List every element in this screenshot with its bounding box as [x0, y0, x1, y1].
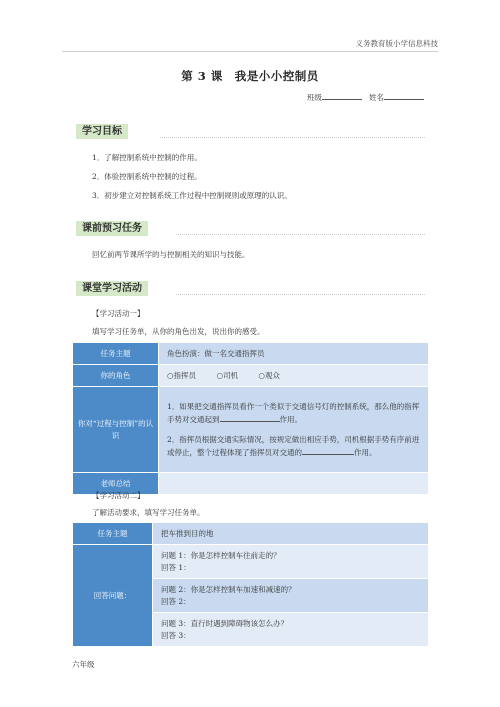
table-row	[73, 387, 429, 473]
goal-item: 2．体验控制系统中控制的过程。	[92, 172, 202, 181]
answer-2: 回答 2：	[161, 596, 191, 606]
role-label: 你的角色	[73, 365, 159, 387]
topic-value: 角色扮演：做一名交通指挥员	[159, 343, 429, 365]
name-label: 姓名	[369, 93, 384, 102]
publisher-header: 义务教育版小学信息科技	[355, 39, 438, 48]
question-1: 问题 1：你是怎样控制车往前走的？	[161, 550, 281, 560]
activity2-table	[72, 522, 429, 647]
activity1-table	[72, 342, 429, 495]
point2-tail: 作用。	[354, 448, 377, 457]
goal-item: 1．了解控制系统中控制的作用。	[92, 153, 202, 162]
section-divider	[176, 294, 425, 295]
table-row	[73, 365, 429, 387]
understanding-point-2	[167, 433, 420, 459]
section-divider	[160, 137, 425, 138]
qa-cell[interactable]	[153, 545, 429, 579]
section-heading-goals: 学习目标	[76, 124, 128, 139]
activity2-intro: 了解活动要求，填写学习任务单。	[92, 508, 205, 517]
teacher-summary-cell[interactable]	[159, 473, 429, 495]
understanding-label: 你对“过程与控制”的认识	[73, 387, 159, 473]
point1-tail: 作用。	[279, 415, 302, 424]
role-option-commander[interactable]: ○指挥员	[167, 371, 197, 380]
question-3: 问题 3：直行时遇到障碍物该怎么办？	[161, 618, 289, 628]
table-row	[73, 523, 429, 545]
point1-blank[interactable]	[220, 413, 280, 422]
activity2-title: 【学习活动二】	[92, 491, 145, 500]
section-heading-class: 课堂学习活动	[76, 281, 148, 296]
point1-text: 1．如果把交通指挥员看作一个类似于交通信号灯的控制系统，那么他的指挥手势对交通起到	[167, 402, 420, 424]
understanding-point-1	[167, 400, 420, 426]
class-label: 班级	[306, 93, 322, 102]
question-2: 问题 2：你是怎样控制车加速和减速的？	[161, 584, 296, 594]
qa-cell[interactable]	[153, 613, 429, 647]
activity1-intro: 填写学习任务单，从你的角色出发，说出你的感受。	[92, 327, 265, 336]
point2-text: 2．指挥员根据交通实际情况，按规定做出相应手势，司机根据手势有序前进或停止，整个过程体现了指挥员对交通的	[167, 435, 420, 457]
answer-3: 回答 3：	[161, 630, 191, 640]
student-info	[307, 91, 424, 103]
answer-1: 回答 1：	[161, 562, 191, 572]
role-options	[159, 365, 429, 387]
role-option-audience[interactable]: ○观众	[258, 371, 280, 380]
understanding-content	[159, 387, 429, 473]
header-divider	[62, 51, 438, 52]
qa-cell[interactable]	[153, 579, 429, 613]
section-heading-preview: 课前预习任务	[76, 221, 148, 236]
topic-label: 任务主题	[73, 343, 159, 365]
point2-blank[interactable]	[302, 446, 354, 455]
class-blank[interactable]	[322, 91, 362, 100]
role-option-driver[interactable]: ○司机	[216, 371, 238, 380]
topic-value: 把车推到目的地	[153, 523, 429, 545]
name-blank[interactable]	[384, 91, 424, 100]
preview-text: 回忆前两节课所学的与控制相关的知识与技能。	[92, 250, 250, 259]
activity1-title: 【学习活动一】	[92, 309, 145, 318]
teacher-summary-label: 老师总结	[73, 473, 159, 495]
section-divider	[176, 234, 425, 235]
grade-footer: 六年级	[72, 660, 95, 669]
goal-item: 3．初步建立对控制系统工作过程中控制规则或原理的认识。	[92, 191, 292, 200]
answer-label: 回答问题：	[73, 545, 153, 647]
table-row	[73, 343, 429, 365]
topic-label: 任务主题	[73, 523, 153, 545]
table-row	[73, 545, 429, 579]
lesson-title: 第 3 课 我是小小控制员	[181, 69, 319, 83]
